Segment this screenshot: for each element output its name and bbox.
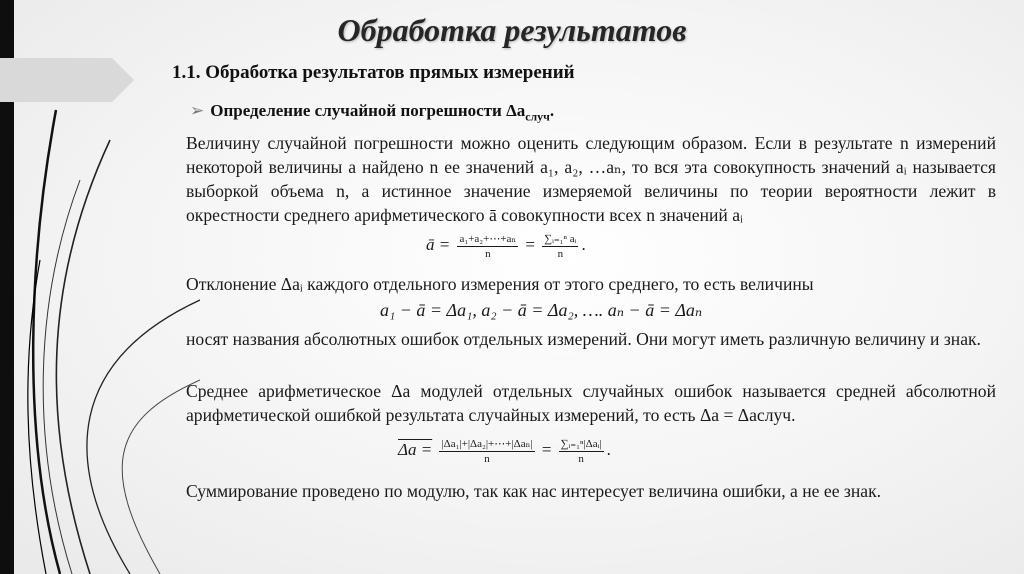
paragraph-absolute-errors: носят названия абсолютных ошибок отдельных измерений. Они могут иметь различную величину и знак.: [186, 329, 981, 349]
formula-mean: ā = $\frac{\text{a₁+a₂+⋯+aₙ}}{n}$ = $\frac{\text{∑ᵢ₌₁ⁿ aᵢ}}{n}$ .: [426, 233, 586, 260]
slide-title: Обработка результатов: [337, 12, 687, 48]
paragraph-mean-absolute-error: Среднее арифметическое Δa модулей отдельных случайных ошибок называется средней абсолютной арифметической ошибкой результата случайных измерений, то есть Δa = Δaслуч.: [186, 381, 996, 425]
formula-mae-fraction-2: $\frac{\text{∑ᵢ₌₁ⁿ|Δaᵢ|}}{n}$: [560, 438, 602, 465]
paragraph-deviation: Отклонение Δaᵢ каждого отдельного измерения от этого среднего, то есть величины: [186, 274, 814, 294]
arrow-tab-shape: [0, 58, 134, 102]
bullet-heading-subscript: случ: [525, 109, 550, 124]
formula-mean-lhs: ā =: [426, 234, 451, 254]
formula-mae-lhs: Δa =: [398, 439, 433, 459]
bullet-heading-text: Определение случайной погрешности Δa: [210, 101, 526, 120]
section-subtitle: 1.1. Обработка результатов прямых измерений: [172, 62, 575, 83]
bullet-heading: [190, 101, 554, 124]
formula-mae-fraction-1: $\frac{\text{|Δa₁|+|Δa₂|+⋯+|Δaₙ|}}{n}$: [441, 438, 533, 465]
formula-mean-absolute-error: Δa = $\frac{\text{|Δa₁|+|Δa₂|+⋯+|Δaₙ|}}{n}$ = $\frac{\text{∑ᵢ₌₁ⁿ|Δaᵢ|}}{n}$ .: [398, 438, 611, 465]
paragraph-sample-definition: Величину случайной погрешности можно оценить следующим образом. Если в результате n измерений некоторой величины a найдено n ее значений a₁, a₂, …aₙ, то вся эта совокупность значений aᵢ называется выборкой объема n, а истинное значение измеряемой величины по теории вероятности лежит в окрестности среднего арифметического ā совокупности всех n значений aᵢ: [186, 133, 996, 225]
formula-deviations: a₁ − ā = Δa₁, a₂ − ā = Δa₂, …. aₙ − ā = Δaₙ: [380, 300, 703, 320]
formula-mean-fraction-2: $\frac{\text{∑ᵢ₌₁ⁿ aᵢ}}{n}$: [544, 233, 577, 260]
paragraph-summation-note: Суммирование проведено по модулю, так как нас интересует величина ошибки, а не ее знак.: [186, 481, 882, 501]
bullet-heading-end: .: [549, 101, 555, 120]
bullet-arrow-icon: ➢: [190, 101, 205, 120]
formula-mean-fraction-1: $\frac{\text{a₁+a₂+⋯+aₙ}}{n}$: [459, 233, 517, 260]
